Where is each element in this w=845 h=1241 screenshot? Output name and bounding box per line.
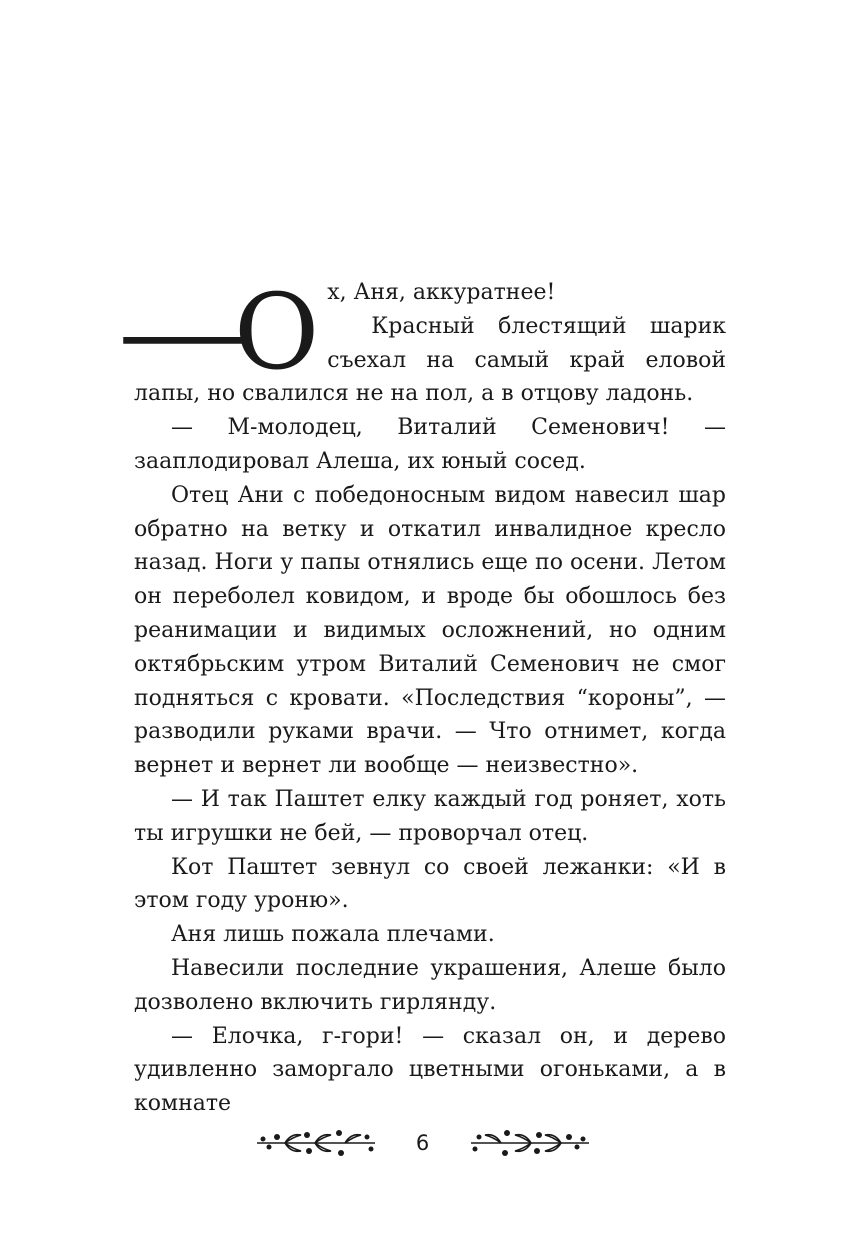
paragraph-narrative-2: Кот Паштет зевнул со своей лежанки: «И в этом году уроню».: [134, 854, 726, 914]
floral-sprig-icon: [255, 1125, 377, 1161]
opening-rest: Красный блестящий шарик съехал на самый край еловой лапы, но свалился не на пол, а в отцову ладонь.: [134, 313, 726, 407]
drop-cap-dash: —: [117, 271, 245, 393]
opening-line: х, Аня, аккуратнее!: [327, 280, 556, 305]
paragraph-dialogue-3: — Елочка, г-гори! — сказал он, и дерево удивленно заморгало цветными огоньками, а в комнате: [134, 1023, 726, 1117]
drop-cap: [117, 271, 314, 393]
paragraph-narrative-3: Аня лишь пожала плечами.: [171, 922, 495, 948]
floral-sprig-icon: [469, 1125, 591, 1161]
page-number: 6: [415, 1131, 430, 1155]
page-footer: [0, 1125, 845, 1161]
paragraph-narrative-4: Навесили последние украшения, Алеше было дозволено включить гирлянду.: [134, 955, 726, 1015]
paragraph-dialogue-1: — М-молодец, Виталий Семенович! — зааплодировал Алеша, их юный сосед.: [134, 415, 726, 474]
paragraph-narrative-1: Отец Ани с победоносным видом навесил шар обратно на ветку и откатил инвалидное кресло назад. Ноги у папы отнялись еще по осени. Летом он переболел ковидом, и вроде бы обошлось без реанимации и видимых осложнений, но одним октябрьским утром Виталий Семенович не смог подняться с кровати. «Последствия “короны”, — разводили руками врачи. — Что отнимет, когда вернет и вернет ли вообще — неизвестно».: [134, 482, 726, 779]
chapter-body: [117, 271, 726, 1121]
opening-paragraph: [117, 271, 726, 411]
drop-cap-letter: О: [234, 271, 314, 393]
paragraph-dialogue-2: — И так Паштет елку каждый год роняет, хоть ты игрушки не бей, — проворчал отец.: [134, 786, 726, 846]
